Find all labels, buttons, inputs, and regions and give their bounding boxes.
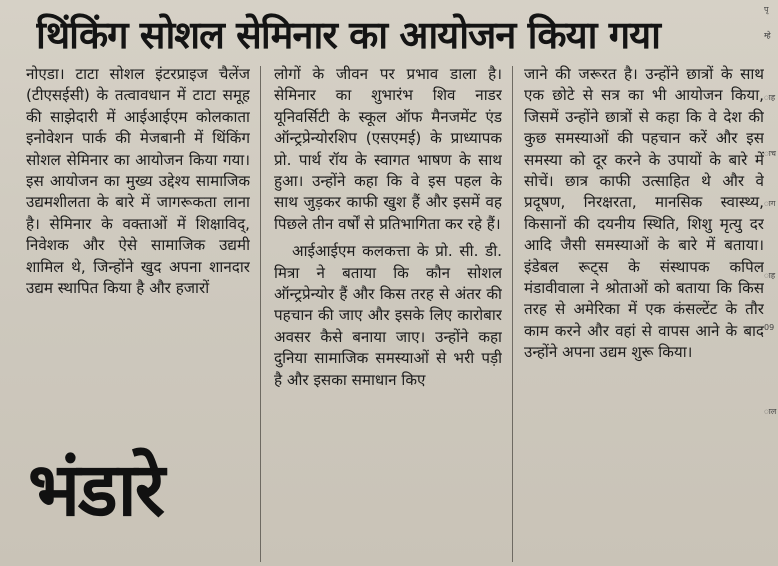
right-margin-marks (764, 0, 778, 566)
article-column-1 (26, 64, 250, 400)
margin-mark: ाह (764, 271, 776, 280)
margin-mark: ाच (764, 149, 776, 158)
margin-mark: ाह (764, 93, 776, 102)
margin-mark: ाग (764, 199, 776, 208)
article-headline: थिंकिंग सोशल सेमिनार का आयोजन किया गया (36, 13, 660, 57)
column-1-paragraph-1: नोएडा। टाटा सोशल इंटरप्राइज चैलेंज (टीएसईसी) के तत्वावधान में टाटा समूह की साझेदारी में आईआईएम कोलकाता इनोवेशन पार्क की मेजबानी में थिंकिंग सोशल सेमिनार का आयोजन किया गया। इस आयोजन का मुख्य उद्देश्य सामाजिक उद्यमशीलता के बारे में जागरूकता लाना है। सेमिनार के वक्ताओं में शिक्षाविद्, निवेशक और ऐसे सामाजिक उद्यमी शामिल थे, जिन्होंने खुद अपना शानदार उद्यम स्थापित किया है और हजारों (26, 65, 250, 298)
column-2-paragraph-2: आईआईएम कलकत्ता के प्रो. सी. डी. मित्रा ने बताया कि कौन सोशल ऑन्ट्रप्रेन्योर हैं और किस तरह से अंतर की पहचान की जाए और इसके लिए कारोबार अवसर कैसे बनाया जाए। उन्होंने कहा दुनिया सामाजिक समस्याओं से भरी पड़ी है और इसका समाधान किए (274, 242, 502, 389)
margin-mark: पृ (764, 5, 769, 14)
margin-mark: 09 (764, 323, 775, 332)
adjacent-headline-fragment: भंडारे (28, 447, 164, 533)
article-column-2 (274, 64, 502, 560)
margin-mark: म्हे (764, 31, 771, 40)
column-3-paragraph-1: जाने की जरूरत है। उन्होंने छात्रों के साथ एक छोटे से सत्र का भी आयोजन किया, जिसमें उन्होंने छात्रों से कहा कि वे देश की कुछ समस्याओं की पहचान करें और इस समस्या को दूर करने के उपायों के बारे में सोचें। छात्र काफी उत्साहित थे और वे प्रदूषण, निरक्षरता, मानसिक स्वास्थ्य, किसानों की दयनीय स्थिति, शिशु मृत्यु दर आदि जैसी समस्याओं के बारे में बताया। इंडेबल रूट्स के संस्थापक कपिल मंडावीवाला ने श्रोताओं को बताया कि किस तरह से अमेरिका में एक कंसल्टेंट के तौर काम करने और वहां से वापस आने के बाद उन्होंने अपना उद्यम शुरू किया। (524, 65, 764, 362)
column-2-paragraph-1: लोगों के जीवन पर प्रभाव डाला है। सेमिनार का शुभारंभ शिव नाडर यूनिवर्सिटी के स्कूल ऑफ मैनजमेंट एंड ऑन्ट्रप्रेन्योरशिप (एसएमई) के प्राध्यापक प्रो. पार्थ रॉय के स्वागत भाषण के साथ हुआ। उन्होंने कहा कि वे इस पहल के साथ जुड़कर काफी खुश हैं और इसमें वह पिछले तीन वर्षों से प्रतिभागिता कर रहे हैं। (274, 65, 502, 233)
article-column-3 (524, 64, 764, 560)
margin-mark: ाल (764, 407, 777, 416)
column-divider-2 (512, 66, 513, 562)
column-divider-1 (260, 66, 261, 562)
